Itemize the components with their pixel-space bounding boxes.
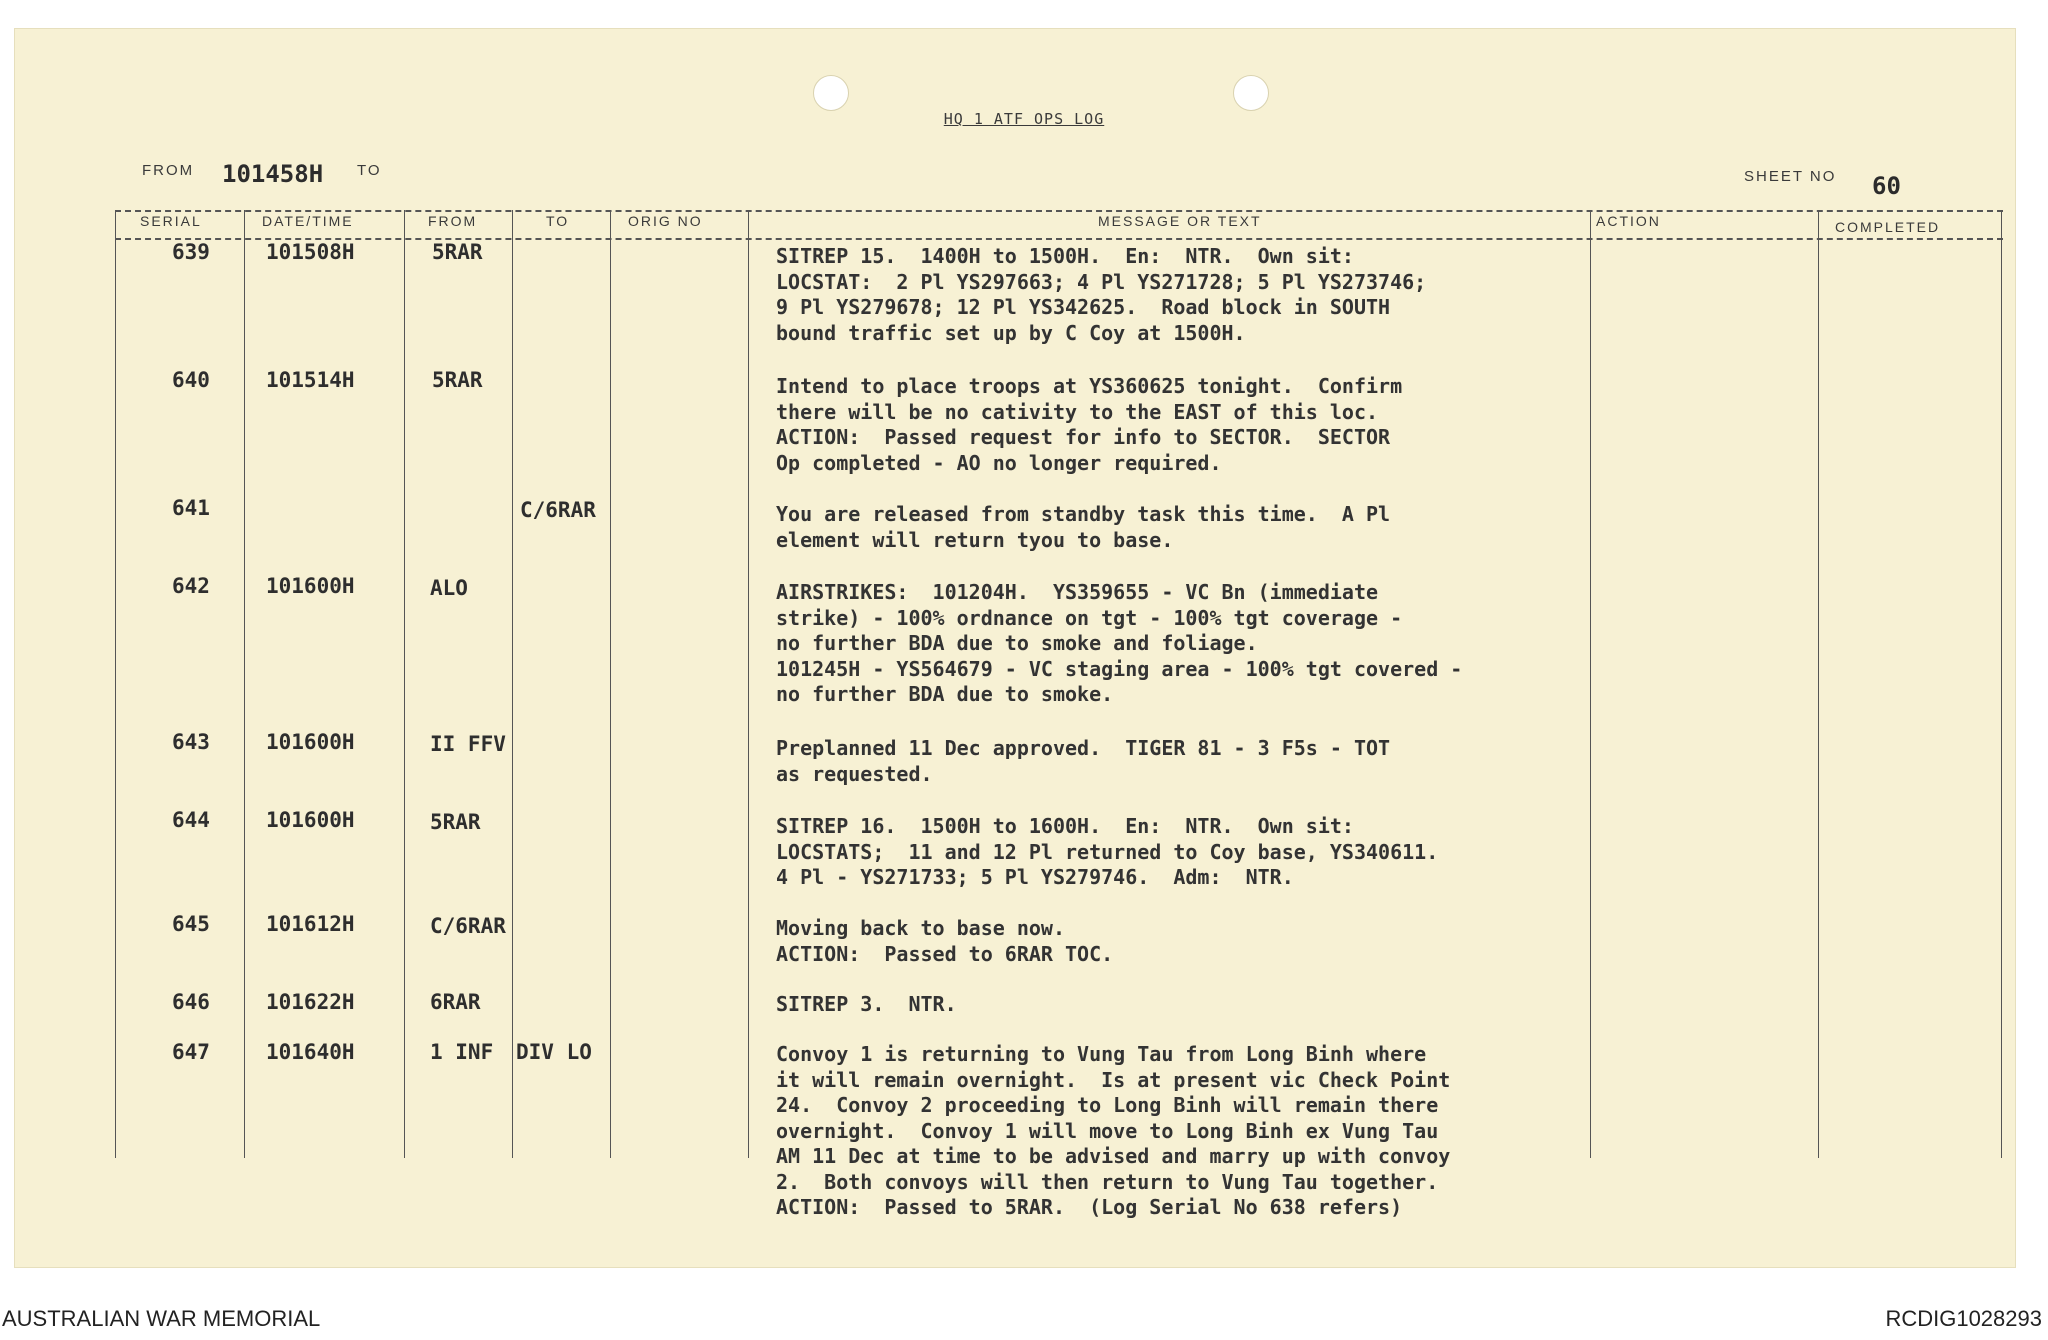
entry-to: DIV LO — [516, 1040, 592, 1064]
entry-from: C/6RAR — [430, 914, 506, 938]
col-divider — [404, 210, 405, 1158]
column-header-to: TO — [546, 213, 570, 229]
punch-hole-right — [1233, 75, 1269, 111]
entry-message: Intend to place troops at YS360625 tonight. Confirm there will be no cativity to the EAST of this loc. ACTION: Passed request for info to SECTOR. SECTOR Op completed - AO no longer required. — [776, 374, 1403, 475]
entry-serial: 643 — [172, 730, 210, 754]
from-label: FROM — [142, 162, 195, 179]
entry-serial: 640 — [172, 368, 210, 392]
entry-from: 5RAR — [432, 368, 483, 392]
table-top-rule — [115, 210, 2003, 212]
entry-message: Preplanned 11 Dec approved. TIGER 81 - 3 F5s - TOT as requested. — [776, 736, 1391, 786]
col-divider — [1818, 210, 1819, 1158]
to-label: TO — [357, 162, 382, 179]
col-divider — [115, 210, 116, 1158]
sheet-number: 60 — [1872, 172, 1901, 200]
entry-datetime: 101622H — [266, 990, 355, 1014]
entry-datetime: 101600H — [266, 808, 355, 832]
entry-message: SITREP 15. 1400H to 1500H. En: NTR. Own sit: LOCSTAT: 2 Pl YS297663; 4 Pl YS271728; 5 Pl YS273746; 9 Pl YS279678; 12 Pl YS342625. Road block in SOUTH bound traffic set up by C Coy at 1500H. — [776, 244, 1427, 345]
entry-serial: 642 — [172, 574, 210, 598]
col-divider — [2001, 210, 2002, 1158]
log-title: HQ 1 ATF OPS LOG — [943, 110, 1105, 128]
entry-message: You are released from standby task this time. A Pl element will return tyou to base. — [776, 502, 1391, 552]
punch-hole-left — [813, 75, 849, 111]
entry-datetime: 101508H — [266, 240, 355, 264]
header-bottom-rule — [115, 238, 2003, 240]
entry-from: II FFV — [430, 732, 506, 756]
column-header-from: FROM — [428, 213, 478, 229]
entry-message: Convoy 1 is returning to Vung Tau from Long Binh where it will remain overnight. Is at present vic Check Point 24. Convoy 2 proceeding to Long Binh will remain there overnight. Convoy 1 will move to Long Binh ex Vung Tau AM 11 Dec at time to be advised and marry up with convoy 2. Both convoys will then return to Vung Tau together. ACTION: Passed to 5RAR. (Log Serial No 638 refers) — [776, 1042, 1451, 1219]
entry-datetime: 101612H — [266, 912, 355, 936]
entry-datetime: 101600H — [266, 574, 355, 598]
archive-credit: AUSTRALIAN WAR MEMORIAL — [2, 1306, 321, 1331]
entry-serial: 645 — [172, 912, 210, 936]
entry-datetime: 101600H — [266, 730, 355, 754]
entry-serial: 639 — [172, 240, 210, 264]
entry-serial: 641 — [172, 496, 210, 520]
archive-reference: RCDIG1028293 — [1885, 1306, 2042, 1331]
entry-datetime: 101514H — [266, 368, 355, 392]
entry-from: ALO — [430, 576, 468, 600]
col-divider — [512, 210, 513, 1158]
entry-from: 5RAR — [432, 240, 483, 264]
entry-message: SITREP 3. NTR. — [776, 992, 957, 1016]
from-value: 101458H — [222, 160, 324, 188]
column-header-datetime: DATE/TIME — [262, 213, 354, 229]
col-divider — [244, 210, 245, 1158]
entry-to: C/6RAR — [520, 498, 596, 522]
sheet-label: SHEET NO — [1744, 168, 1837, 185]
col-divider — [748, 210, 749, 1158]
column-header-completed: COMPLETED — [1835, 219, 1941, 235]
column-header-message: MESSAGE OR TEXT — [1098, 213, 1262, 229]
column-header-action: ACTION — [1596, 213, 1661, 229]
entry-message: Moving back to base now. ACTION: Passed to 6RAR TOC. — [776, 916, 1114, 966]
entry-from: 6RAR — [430, 990, 481, 1014]
entry-from: 5RAR — [430, 810, 481, 834]
col-divider — [610, 210, 611, 1158]
entry-serial: 646 — [172, 990, 210, 1014]
entry-datetime: 101640H — [266, 1040, 355, 1064]
column-header-serial: SERIAL — [140, 213, 202, 229]
entry-serial: 644 — [172, 808, 210, 832]
column-header-orig-no: ORIG NO — [628, 213, 703, 229]
entry-from: 1 INF — [430, 1040, 494, 1064]
entry-message: AIRSTRIKES: 101204H. YS359655 - VC Bn (immediate strike) - 100% ordnance on tgt - 100% tgt coverage - no further BDA due to smoke and foliage. 101245H - YS564679 - VC staging area - 100% tgt covered - no further BDA due to smoke. — [776, 580, 1463, 706]
entry-message: SITREP 16. 1500H to 1600H. En: NTR. Own sit: LOCSTATS; 11 and 12 Pl returned to Coy base, YS340611. 4 Pl - YS271733; 5 Pl YS279746. Adm: NTR. — [776, 814, 1439, 889]
entry-serial: 647 — [172, 1040, 210, 1064]
